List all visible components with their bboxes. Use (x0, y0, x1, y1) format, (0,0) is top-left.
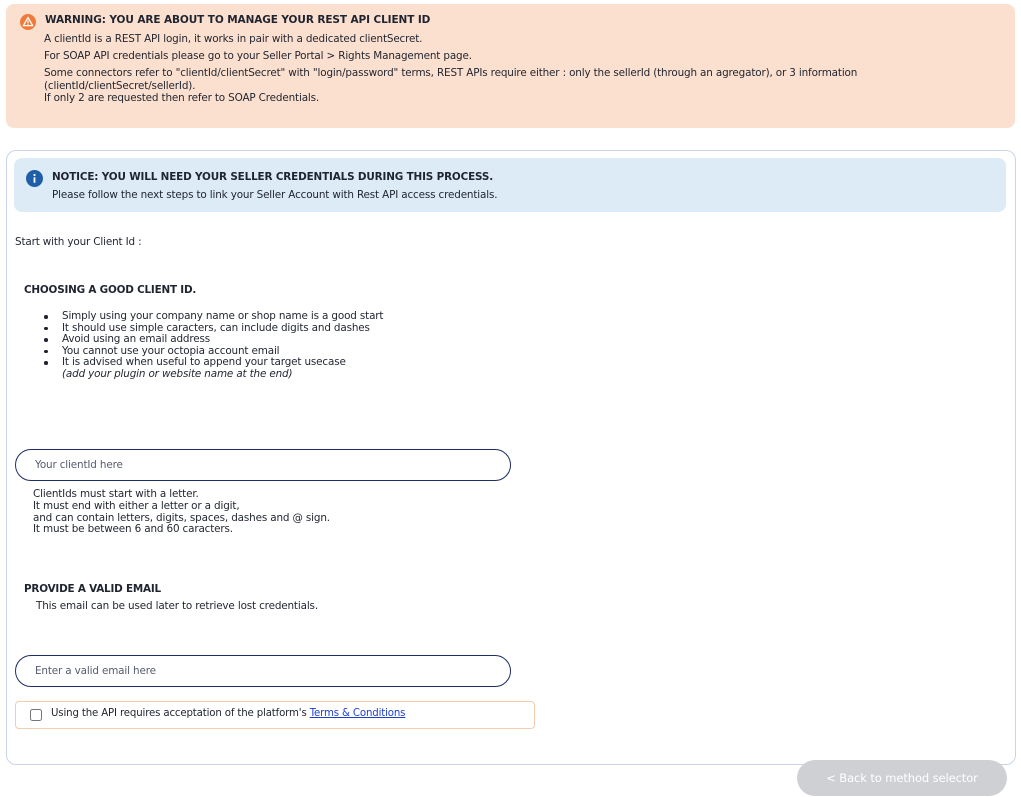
warning-title: WARNING: YOU ARE ABOUT TO MANAGE YOUR REST API CLIENT ID (45, 14, 431, 26)
warning-text (44, 33, 994, 105)
choosing-heading: CHOOSING A GOOD CLIENT ID. (24, 284, 197, 296)
warning-icon (20, 14, 36, 30)
list-item: Simply using your company name or shop name is a good start (40, 311, 383, 323)
email-input[interactable] (15, 655, 511, 687)
list-item: It should use simple caracters, can include digits and dashes (40, 323, 383, 335)
warning-line: For SOAP API credentials please go to your Seller Portal > Rights Management page. (44, 50, 472, 63)
email-help-text: This email can be used later to retrieve lost credentials. (36, 600, 318, 612)
client-id-input[interactable] (15, 449, 511, 481)
list-item: It is advised when useful to append your target usecase (40, 357, 383, 369)
rule-line: and can contain letters, digits, spaces, dashes and @ sign. (33, 511, 330, 524)
rule-line: It must end with either a letter or a digit, (33, 499, 240, 512)
list-item: You cannot use your octopia account email (40, 346, 383, 358)
warning-line: A clientId is a REST API login, it works in pair with a dedicated clientSecret. (44, 33, 423, 45)
email-heading: PROVIDE A VALID EMAIL (24, 583, 161, 595)
notice-banner (14, 158, 1006, 212)
list-item: Avoid using an email address (40, 334, 383, 346)
tip-note: (add your plugin or website name at the end) (62, 367, 293, 380)
info-icon (26, 170, 43, 187)
start-label: Start with your Client Id : (15, 236, 142, 248)
client-id-tips (40, 311, 383, 381)
notice-title: NOTICE: YOU WILL NEED YOUR SELLER CREDENTIALS DURING THIS PROCESS. (52, 171, 494, 183)
back-to-method-selector-button[interactable]: < Back to method selector (797, 760, 1007, 796)
warning-line: Some connectors refer to "clientId/clientSecret" with "login/password" terms, REST APIs require either : only the sellerId (through an agregator), or 3 information (44, 67, 858, 80)
rule-line: ClientIds must start with a letter. (33, 488, 199, 500)
rule-line: It must be between 6 and 60 caracters. (33, 523, 233, 536)
client-id-rules (33, 489, 330, 536)
terms-checkbox[interactable] (30, 709, 42, 721)
terms-link[interactable]: Terms & Conditions (309, 708, 406, 719)
notice-text: Please follow the next steps to link your Seller Account with Rest API access credentials. (52, 189, 498, 201)
terms-text: Using the API requires acceptation of the platform's (51, 708, 310, 719)
warning-line: If only 2 are requested then refer to SOAP Credentials. (44, 92, 320, 105)
warning-line: (clientId/clientSecret/sellerId). (44, 79, 196, 92)
terms-label (51, 708, 405, 719)
